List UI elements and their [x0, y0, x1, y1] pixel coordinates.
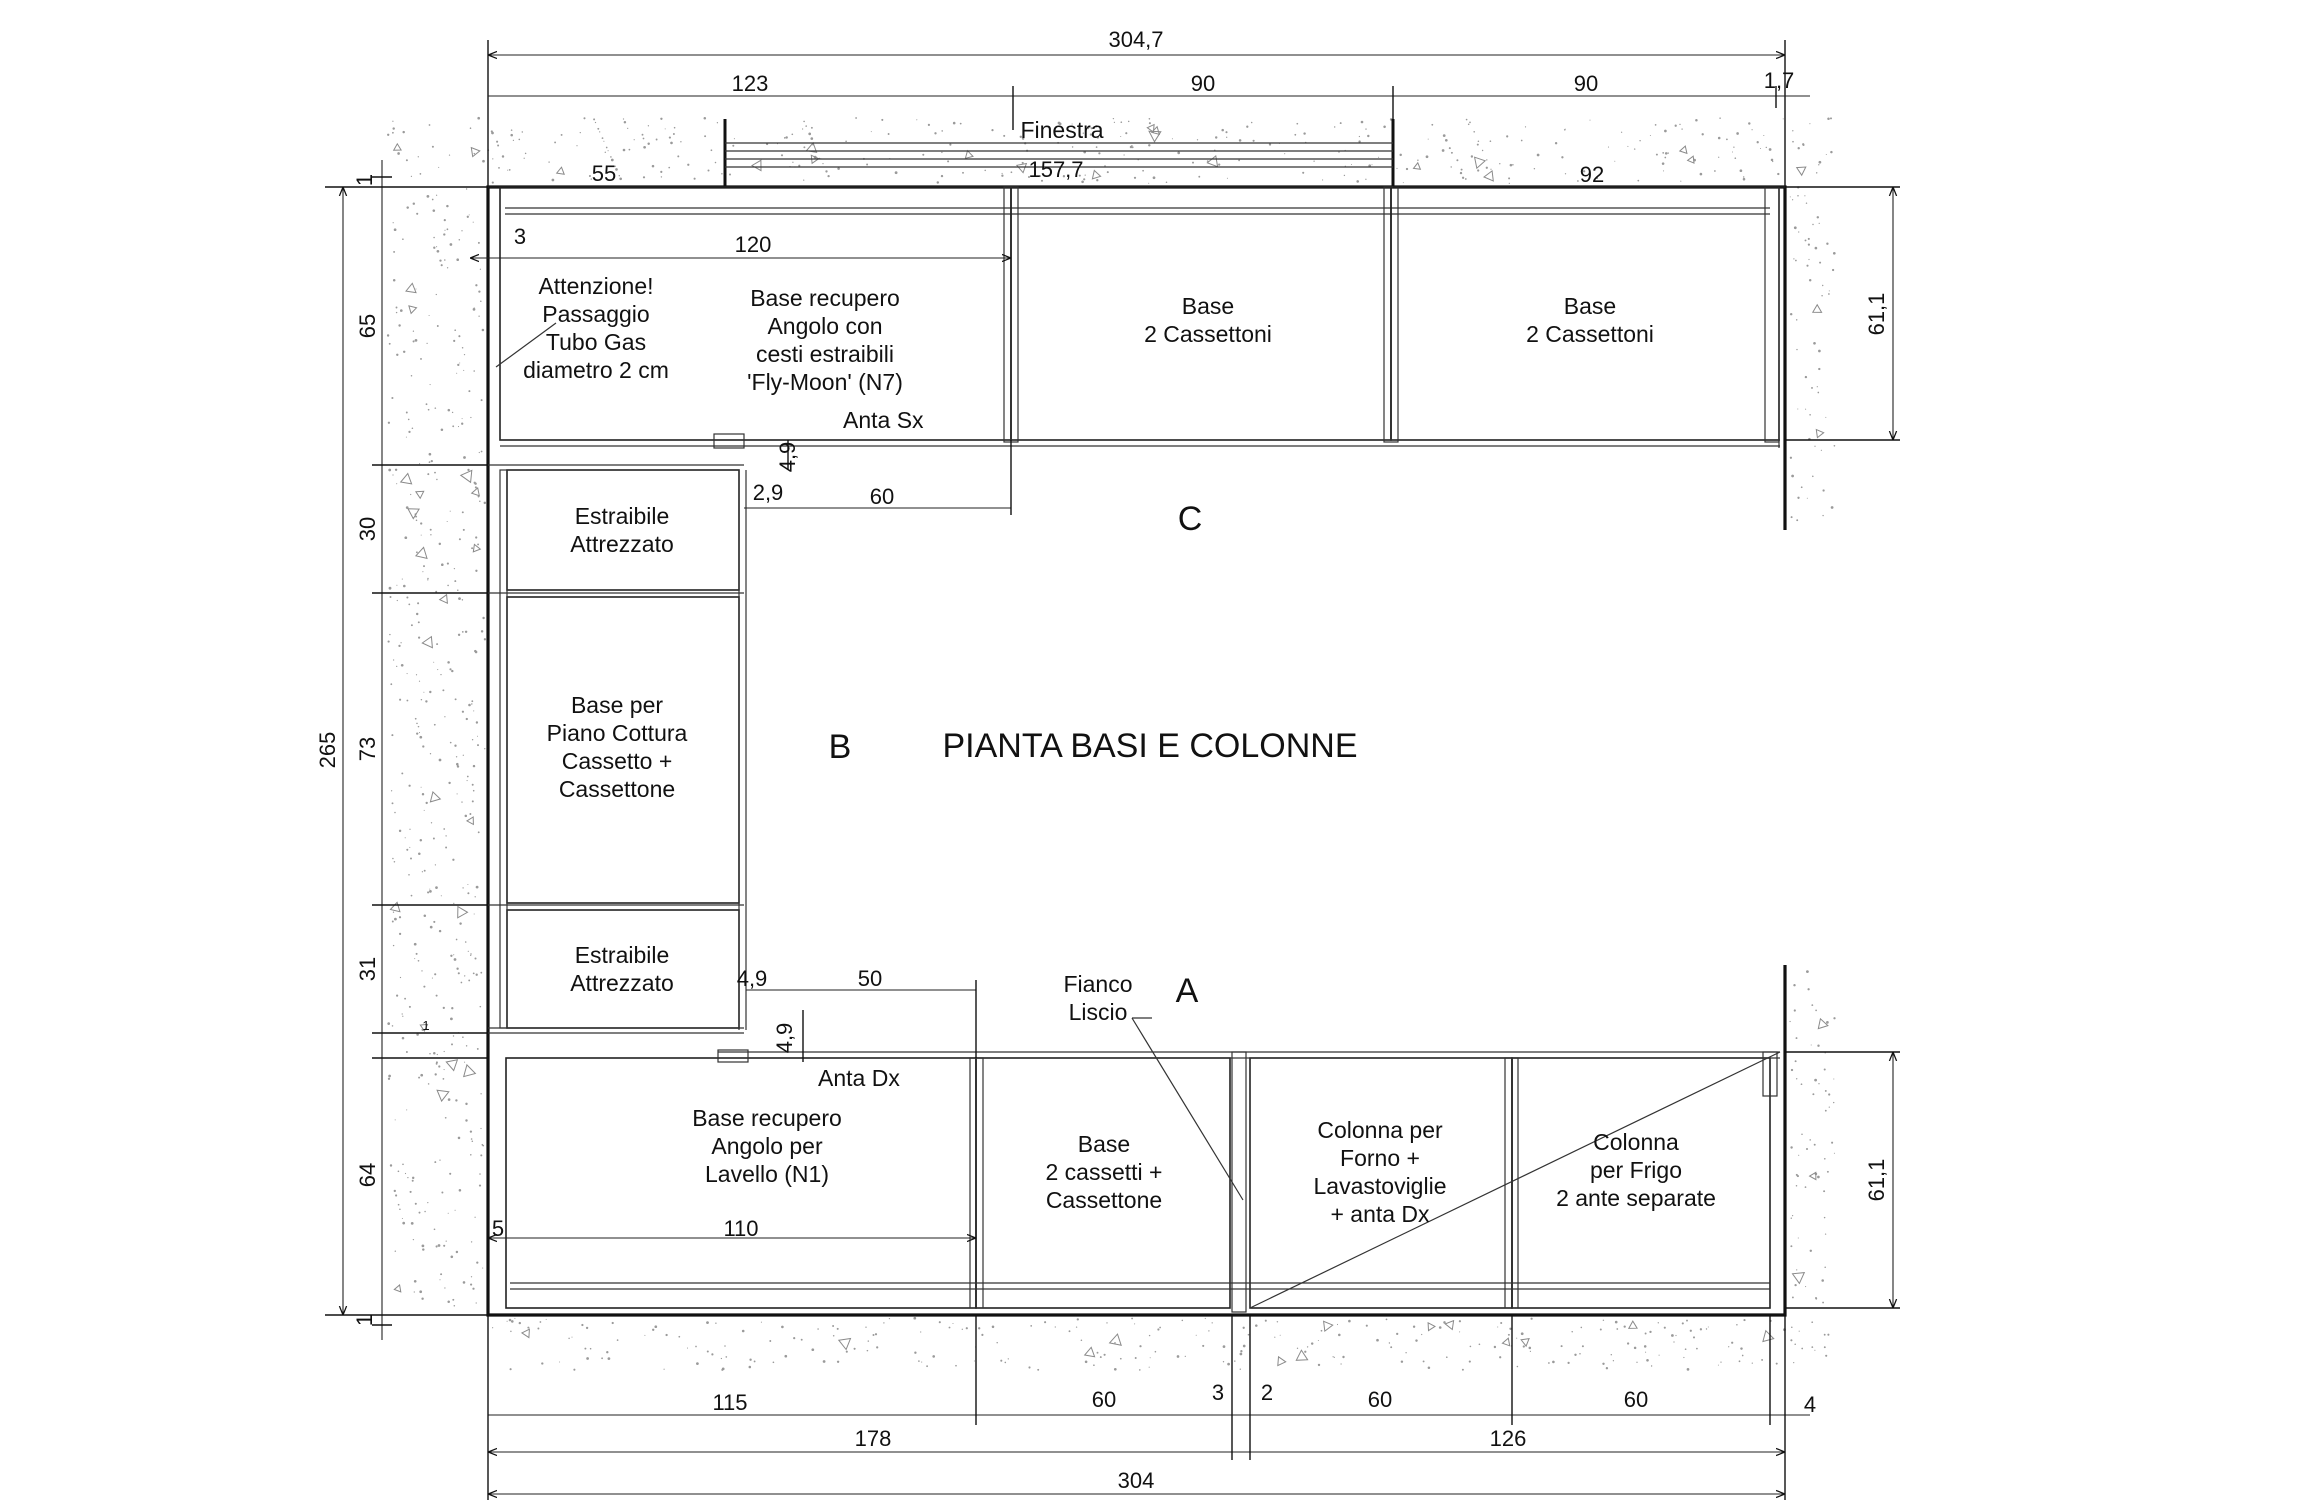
dim-left-73: 73 — [355, 736, 380, 762]
dim-123: 123 — [731, 71, 769, 96]
label-colonna-forno — [1314, 1117, 1447, 1227]
dim-bot-2: 2 — [1260, 1380, 1274, 1405]
svg-text:Forno +: Forno + — [1340, 1145, 1420, 1171]
dim-4-9b: 4,9 — [736, 966, 768, 991]
page-title: PIANTA BASI E COLONNE — [942, 727, 1358, 765]
dim-bot-178: 178 — [854, 1426, 892, 1451]
dim-2-9: 2,9 — [752, 480, 784, 505]
dim-bot-60b: 60 — [1367, 1387, 1393, 1412]
label-gas-note — [523, 273, 669, 383]
dim-bot-total: 304 — [1117, 1468, 1155, 1493]
anta-sx-note: Anta Sx — [843, 407, 924, 433]
svg-text:Base: Base — [1563, 293, 1617, 319]
svg-text:per Frigo: per Frigo — [1589, 1157, 1683, 1183]
dim-90b: 90 — [1573, 71, 1599, 96]
svg-text:'Fly-Moon' (N7): 'Fly-Moon' (N7) — [747, 369, 903, 395]
svg-text:Cassettone: Cassettone — [558, 776, 676, 802]
svg-text:Colonna: Colonna — [1593, 1129, 1679, 1155]
dim-120: 120 — [734, 232, 772, 257]
svg-text:Attrezzato: Attrezzato — [570, 531, 674, 557]
dim-left-30: 30 — [355, 516, 380, 542]
dim-left-1a: 1 — [352, 173, 377, 187]
label-colonna-frigo — [1556, 1129, 1716, 1211]
cabinet-estraibile-2 — [507, 910, 739, 1028]
dim-60-c: 60 — [869, 484, 895, 509]
cabinet-colonna-frigo — [1512, 1058, 1770, 1308]
dim-left-1b: 1 — [352, 1313, 377, 1327]
dim-left-265: 265 — [315, 731, 340, 769]
dim-bot-126: 126 — [1489, 1426, 1527, 1451]
svg-text:Lavastoviglie: Lavastoviglie — [1313, 1173, 1447, 1199]
svg-text:cesti estraibili: cesti estraibili — [755, 341, 895, 367]
label-cooktop — [547, 692, 688, 802]
dim-left-1-small: 1 — [422, 1018, 430, 1033]
dim-left-64: 64 — [355, 1162, 380, 1188]
svg-text:Estraibile: Estraibile — [574, 942, 670, 968]
label-corner-a — [692, 1105, 842, 1187]
dim-90a: 90 — [1190, 71, 1216, 96]
wall-a-label: A — [1175, 972, 1199, 1010]
dim-left-31: 31 — [355, 956, 380, 982]
dim-bot-60c: 60 — [1623, 1387, 1649, 1412]
svg-text:Cassettone: Cassettone — [1045, 1187, 1163, 1213]
dim-4-9a: 4,9 — [775, 441, 800, 473]
wall-b-label: B — [828, 728, 852, 766]
wall-c-label: C — [1177, 500, 1203, 538]
dim-5: 5 — [491, 1216, 505, 1241]
notes — [818, 407, 1358, 1091]
svg-text:Cassetto +: Cassetto + — [561, 748, 673, 774]
label-estraibile-1 — [570, 503, 674, 557]
label-base-c2 — [1526, 293, 1654, 347]
svg-text:diametro 2 cm: diametro 2 cm — [523, 357, 669, 383]
svg-text:Estraibile: Estraibile — [574, 503, 670, 529]
svg-text:+ anta Dx: + anta Dx — [1330, 1201, 1430, 1227]
anta-dx-note: Anta Dx — [818, 1065, 900, 1091]
dim-left-65: 65 — [355, 313, 380, 339]
svg-text:Base: Base — [1077, 1131, 1131, 1157]
svg-text:Base recupero: Base recupero — [692, 1105, 842, 1131]
dim-bot-115: 115 — [712, 1390, 748, 1415]
svg-text:Angolo per: Angolo per — [711, 1133, 823, 1159]
dim-bot-60a: 60 — [1091, 1387, 1117, 1412]
dim-4-9c: 4,9 — [772, 1022, 797, 1054]
svg-text:Colonna per: Colonna per — [1317, 1117, 1443, 1143]
window-label: Finestra — [1020, 117, 1104, 143]
fianco-note-2: Liscio — [1068, 999, 1128, 1025]
dim-50: 50 — [857, 966, 883, 991]
svg-text:2 Cassettoni: 2 Cassettoni — [1144, 321, 1272, 347]
svg-text:Attrezzato: Attrezzato — [570, 970, 674, 996]
label-base-c1 — [1144, 293, 1272, 347]
svg-text:Passaggio: Passaggio — [542, 301, 650, 327]
dim-right-61-1b: 61,1 — [1864, 1158, 1889, 1202]
dim-1-7: 1,7 — [1763, 68, 1795, 93]
svg-text:Tubo Gas: Tubo Gas — [545, 329, 647, 355]
svg-text:Base per: Base per — [570, 692, 664, 718]
svg-text:Base recupero: Base recupero — [750, 285, 900, 311]
dim-3: 3 — [513, 224, 527, 249]
svg-text:Piano Cottura: Piano Cottura — [546, 720, 688, 746]
svg-text:Angolo con: Angolo con — [767, 313, 883, 339]
dim-157-7: 157,7 — [1028, 157, 1084, 182]
svg-text:2 cassetti +: 2 cassetti + — [1045, 1159, 1163, 1185]
dim-110: 110 — [723, 1216, 759, 1241]
cabinet-estraibile-1 — [507, 470, 739, 590]
fianco-note: Fianco — [1063, 971, 1133, 997]
dim-top-total: 304,7 — [1108, 27, 1164, 52]
dim-bot-3: 3 — [1211, 1380, 1225, 1405]
dim-55: 55 — [591, 161, 617, 186]
svg-text:Lavello (N1): Lavello (N1) — [705, 1161, 829, 1187]
label-base-a1 — [1046, 1131, 1163, 1213]
label-corner-c — [747, 285, 903, 395]
dim-right-61-1a: 61,1 — [1864, 292, 1889, 336]
svg-text:2 ante separate: 2 ante separate — [1556, 1185, 1716, 1211]
svg-text:Base: Base — [1181, 293, 1235, 319]
label-estraibile-2 — [570, 942, 674, 996]
svg-text:2 Cassettoni: 2 Cassettoni — [1526, 321, 1654, 347]
dim-92: 92 — [1579, 162, 1605, 187]
dim-bot-4: 4 — [1803, 1392, 1817, 1417]
svg-text:Attenzione!: Attenzione! — [538, 273, 654, 299]
